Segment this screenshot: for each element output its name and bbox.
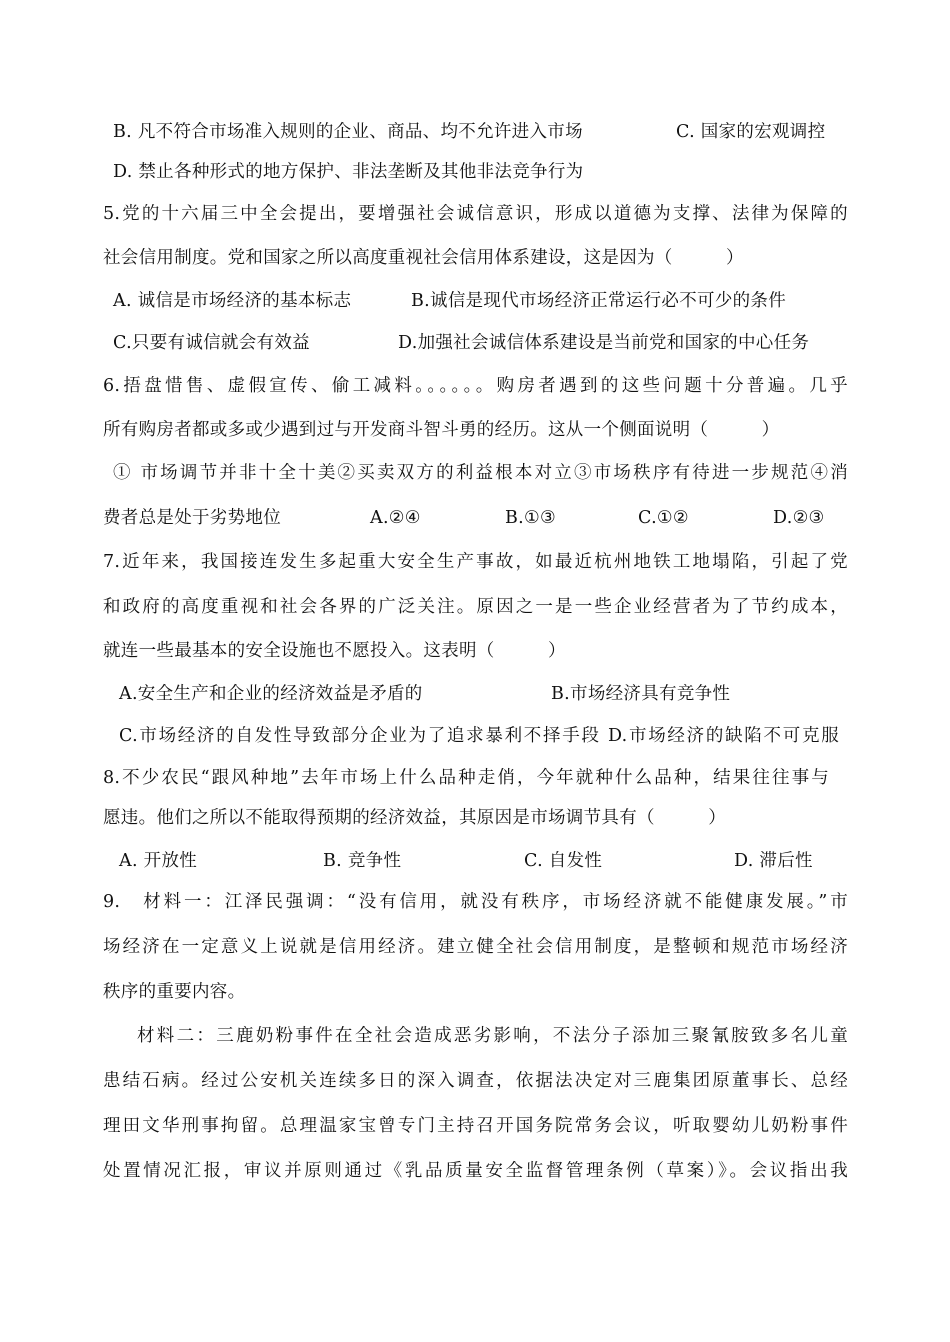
q9-material2-line1: 材料二：三鹿奶粉事件在全社会造成恶劣影响，不法分子添加三聚氰胺致多名儿童 bbox=[137, 1026, 848, 1046]
q7-option-a: A.安全生产和企业的经济效益是矛盾的 bbox=[119, 684, 423, 704]
q8-option-d: D. 滞后性 bbox=[734, 851, 813, 871]
q9-material1-line3: 秩序的重要内容。 bbox=[103, 982, 246, 1002]
q6-stem-line2: 所有购房者都或多或少遇到过与开发商斗智斗勇的经历。这从一个侧面说明（ ） bbox=[103, 420, 780, 440]
q6-option-c: C.①② bbox=[638, 508, 689, 528]
q6-stem-line1: 6.捂盘惜售、虚假宣传、偷工减料。。。。。。购房者遇到的这些问题十分普遍。几乎 bbox=[103, 376, 848, 396]
q6-option-a: A.②④ bbox=[370, 508, 421, 528]
q9-material2-line4: 处置情况汇报，审议并原则通过《乳品质量安全监督管理条例（草案）》。会议指出我 bbox=[103, 1161, 848, 1181]
q7-stem-line2: 和政府的高度重视和社会各界的广泛关注。原因之一是一些企业经营者为了节约成本， bbox=[103, 597, 848, 617]
q5-option-a: A. 诚信是市场经济的基本标志 bbox=[113, 291, 352, 311]
q6-statements: ① 市场调节并非十全十美②买卖双方的利益根本对立③市场秩序有待进一步规范④消 bbox=[113, 463, 848, 483]
q5-stem-line2: 社会信用制度。党和国家之所以高度重视社会信用体系建设，这是因为（ ） bbox=[103, 248, 744, 268]
q9-material2-line3: 理田文华刑事拘留。总理温家宝曾专门主持召开国务院常务会议，听取婴幼儿奶粉事件 bbox=[103, 1116, 848, 1136]
q6-option-d: D.②③ bbox=[773, 508, 825, 528]
q4-option-d: D. 禁止各种形式的地方保护、非法垄断及其他非法竞争行为 bbox=[113, 162, 584, 182]
q5-stem-line1: 5.党的十六届三中全会提出，要增强社会诚信意识，形成以道德为支撑、法律为保障的 bbox=[103, 204, 848, 224]
q9-material2-line2: 患结石病。经过公安机关连续多日的深入调查，依据法决定对三鹿集团原董事长、总经 bbox=[103, 1071, 848, 1091]
q6-option-b: B.①③ bbox=[505, 508, 556, 528]
q7-stem-line1: 7.近年来，我国接连发生多起重大安全生产事故，如最近杭州地铁工地塌陷，引起了党 bbox=[103, 552, 848, 572]
q8-option-a: A. 开放性 bbox=[119, 851, 198, 871]
q6-statements-end: 费者总是处于劣势地位 bbox=[103, 508, 281, 528]
q7-stem-line3: 就连一些最基本的安全设施也不愿投入。这表明（ ） bbox=[103, 641, 566, 661]
q7-option-c-d: C.市场经济的自发性导致部分企业为了追求暴利不择手段 D.市场经济的缺陷不可克服 bbox=[119, 726, 839, 746]
q8-stem-line1: 8.不少农民“跟风种地”去年市场上什么品种走俏，今年就种什么品种，结果往往事与 bbox=[103, 768, 829, 788]
q4-option-b: B. 凡不符合市场准入规则的企业、商品、均不允许进入市场 bbox=[113, 122, 583, 142]
q9-material1-line2: 场经济在一定意义上说就是信用经济。建立健全社会信用制度，是整顿和规范市场经济 bbox=[103, 937, 848, 957]
q4-option-c: C. 国家的宏观调控 bbox=[676, 122, 826, 142]
q8-option-c: C. 自发性 bbox=[524, 851, 603, 871]
q7-option-b: B.市场经济具有竞争性 bbox=[551, 684, 731, 704]
q9-material1-line1: 9. 材料一：江泽民强调：“没有信用，就没有秩序，市场经济就不能健康发展。”市 bbox=[103, 892, 848, 912]
q5-option-b: B.诚信是现代市场经济正常运行必不可少的条件 bbox=[411, 291, 787, 311]
q5-option-c: C.只要有诚信就会有效益 bbox=[113, 333, 310, 353]
q5-option-d: D.加强社会诚信体系建设是当前党和国家的中心任务 bbox=[398, 333, 810, 353]
q8-stem-line2: 愿违。他们之所以不能取得预期的经济效益，其原因是市场调节具有（ ） bbox=[103, 808, 726, 828]
q8-option-b: B. 竞争性 bbox=[323, 851, 402, 871]
